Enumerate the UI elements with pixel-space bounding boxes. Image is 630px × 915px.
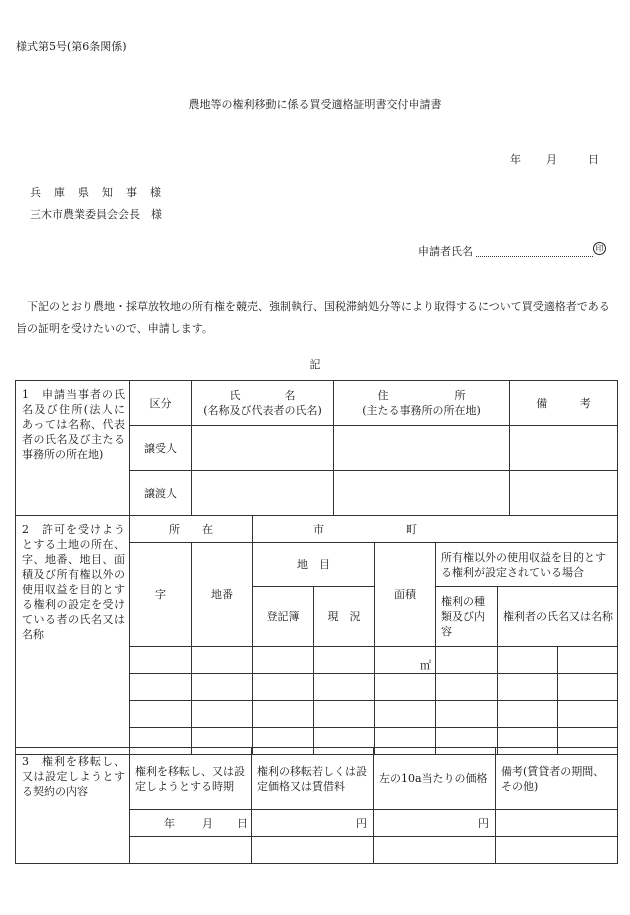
addressee-committee: 三木市農業委員会会長 様 xyxy=(30,208,162,221)
land-cell[interactable] xyxy=(436,674,498,701)
land-cell[interactable] xyxy=(130,674,192,701)
land-cell[interactable] xyxy=(375,701,436,728)
col-right-type: 権利の種類及び内容 xyxy=(436,587,498,647)
section1-table xyxy=(15,380,618,516)
timing-cell[interactable]: 年 月 日 xyxy=(130,810,252,837)
land-cell[interactable] xyxy=(253,647,314,674)
date-month: 月 xyxy=(546,153,557,166)
col-holder-name: 権利者の氏名又は名称 xyxy=(498,587,618,647)
col-address: 住 所 (主たる事務所の所在地) xyxy=(334,381,510,426)
body-text: 下記のとおり農地・採草放牧地の所有権を競売、強制執行、国税滞納処分等により取得するについて買受適格者である旨の証明を受けたいので、申請します。 xyxy=(16,300,610,335)
price-cell-2[interactable] xyxy=(252,837,374,864)
per10a-cell-2[interactable] xyxy=(374,837,496,864)
contract-remarks-cell[interactable] xyxy=(496,810,618,837)
price-cell[interactable]: 円 xyxy=(252,810,374,837)
land-cell[interactable] xyxy=(253,674,314,701)
transferor-name-cell[interactable] xyxy=(192,471,334,516)
land-cell[interactable] xyxy=(498,647,558,674)
col-kubun: 区分 xyxy=(130,381,192,426)
section3-table xyxy=(15,747,618,864)
transferor-remarks-cell[interactable] xyxy=(510,471,618,516)
land-cell[interactable] xyxy=(192,674,253,701)
city-town-cell[interactable]: 市 町 xyxy=(253,516,618,543)
land-cell[interactable] xyxy=(558,674,618,701)
row-transferor: 譲渡人 xyxy=(130,471,192,516)
timing-cell-2[interactable] xyxy=(130,837,252,864)
land-cell[interactable] xyxy=(314,674,375,701)
col-genkyo: 現 況 xyxy=(314,587,375,647)
land-cell[interactable] xyxy=(375,674,436,701)
location-header: 所 在 xyxy=(130,516,253,543)
land-cell[interactable] xyxy=(130,647,192,674)
section2-table xyxy=(15,515,618,755)
land-cell[interactable] xyxy=(192,701,253,728)
col-name: 氏 名 (名称及び代表者の氏名) xyxy=(192,381,334,426)
land-cell[interactable] xyxy=(498,701,558,728)
col-other-rights: 所有権以外の使用収益を目的とする権利が設定されている場合 xyxy=(436,543,618,587)
land-cell[interactable] xyxy=(314,647,375,674)
col-chimoku: 地 目 xyxy=(253,543,375,587)
document-title: 農地等の権利移動に係る買受適格証明書交付申請書 xyxy=(188,98,442,111)
transferee-address-cell[interactable] xyxy=(334,426,510,471)
section2-label: 2 許可を受けようとする土地の所在、字、地番、地目、面積及び所有権以外の使用収益を目的とする権利の設定を受けている者の氏名又は名称 xyxy=(16,516,130,755)
land-cell[interactable] xyxy=(436,647,498,674)
land-cell[interactable] xyxy=(498,674,558,701)
ki-heading: 記 xyxy=(309,358,321,371)
land-cell[interactable] xyxy=(558,647,618,674)
transferee-remarks-cell[interactable] xyxy=(510,426,618,471)
land-cell[interactable] xyxy=(436,701,498,728)
section1-label: 1 申請当事者の氏名及び住所(法人にあっては名称、代表者の氏名及び主たる事務所の所在地) xyxy=(16,381,130,516)
col-per10a: 左の10a当たりの価格 xyxy=(374,748,496,810)
col-remarks: 備 考 xyxy=(510,381,618,426)
land-cell[interactable] xyxy=(253,701,314,728)
row-transferee: 譲受人 xyxy=(130,426,192,471)
col-contract-remarks: 備考(賃貸者の期間、その他) xyxy=(496,748,618,810)
addressee-governor: 兵 庫 県 知 事 様 xyxy=(30,186,162,199)
transferee-name-cell[interactable] xyxy=(192,426,334,471)
col-timing: 権利を移転し、又は設定しようとする時期 xyxy=(130,748,252,810)
land-cell[interactable] xyxy=(558,701,618,728)
col-price: 権利の移転若しくは設定価格又は賃借料 xyxy=(252,748,374,810)
section3-label: 3 権利を移転し、又は設定しようとする契約の内容 xyxy=(16,748,130,864)
date-line xyxy=(510,151,599,167)
date-day: 日 xyxy=(588,153,599,166)
land-cell[interactable] xyxy=(130,701,192,728)
land-cell[interactable] xyxy=(314,701,375,728)
contract-remarks-cell-2[interactable] xyxy=(496,837,618,864)
applicant-name-line[interactable] xyxy=(476,256,593,257)
col-chiban: 地番 xyxy=(192,543,253,647)
land-cell[interactable] xyxy=(192,647,253,674)
area-unit: ㎡ xyxy=(375,647,436,674)
col-tokibo: 登記簿 xyxy=(253,587,314,647)
col-menseki: 面積 xyxy=(375,543,436,647)
seal-mark: 印 xyxy=(593,242,606,255)
transferor-address-cell[interactable] xyxy=(334,471,510,516)
form-number: 様式第5号(第6条関係) xyxy=(16,40,127,53)
date-year: 年 xyxy=(510,153,521,166)
applicant-label: 申請者氏名 xyxy=(418,245,473,258)
per10a-cell[interactable]: 円 xyxy=(374,810,496,837)
col-aza: 字 xyxy=(130,543,192,647)
